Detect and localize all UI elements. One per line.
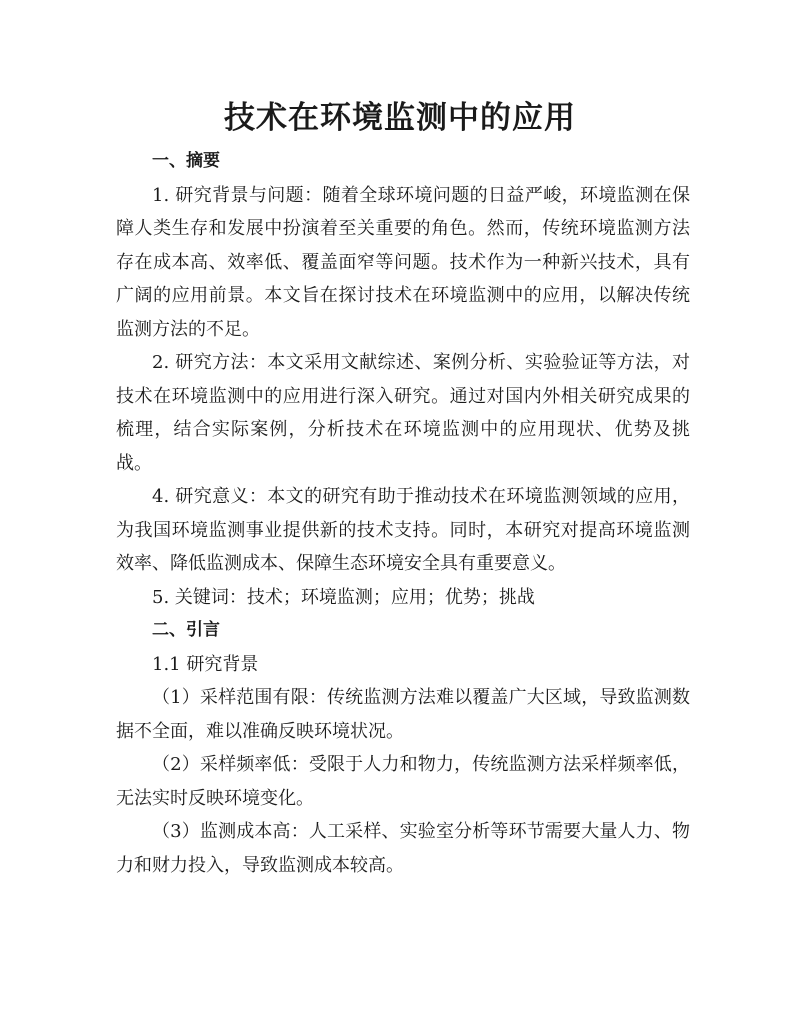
document-body bbox=[116, 145, 690, 882]
abstract-paragraph-significance: 4. 研究意义：本文的研究有助于推动技术在环境监测领域的应用，为我国环境监测事业提供新的技术支持。同时，本研究对提高环境监测效率、降低监测成本、保障生态环境安全具有重要意义。 bbox=[116, 486, 690, 574]
list-item-sampling-range: （1）采样范围有限：传统监测方法难以覆盖广大区域，导致监测数据不全面，难以准确反映环境状况。 bbox=[116, 687, 690, 742]
document-title: 技术在环境监测中的应用 bbox=[224, 100, 576, 136]
subsection-heading-background: 1.1 研究背景 bbox=[152, 653, 259, 675]
section-heading-introduction: 二、引言 bbox=[152, 620, 220, 640]
abstract-paragraph-background: 1. 研究背景与问题：随着全球环境问题的日益严峻，环境监测在保障人类生存和发展中扮演着至关重要的角色。然而，传统环境监测方法存在成本高、效率低、覆盖面窄等问题。技术作为一种新兴技术，具有广阔的应用前景。本文旨在探讨技术在环境监测中的应用，以解决传统监测方法的不足。 bbox=[116, 184, 690, 340]
list-item-monitoring-cost: （3）监测成本高：人工采样、实验室分析等环节需要大量人力、物力和财力投入，导致监测成本较高。 bbox=[116, 821, 690, 876]
section-heading-abstract: 一、摘要 bbox=[152, 151, 220, 171]
abstract-paragraph-keywords: 5. 关键词：技术；环境监测；应用；优势；挑战 bbox=[152, 586, 535, 608]
abstract-paragraph-method: 2. 研究方法：本文采用文献综述、案例分析、实验验证等方法，对技术在环境监测中的应用进行深入研究。通过对国内外相关研究成果的梳理，结合实际案例，分析技术在环境监测中的应用现状、优势及挑战。 bbox=[116, 352, 690, 474]
list-item-sampling-frequency: （2）采样频率低：受限于人力和物力，传统监测方法采样频率低，无法实时反映环境变化。 bbox=[116, 754, 690, 809]
